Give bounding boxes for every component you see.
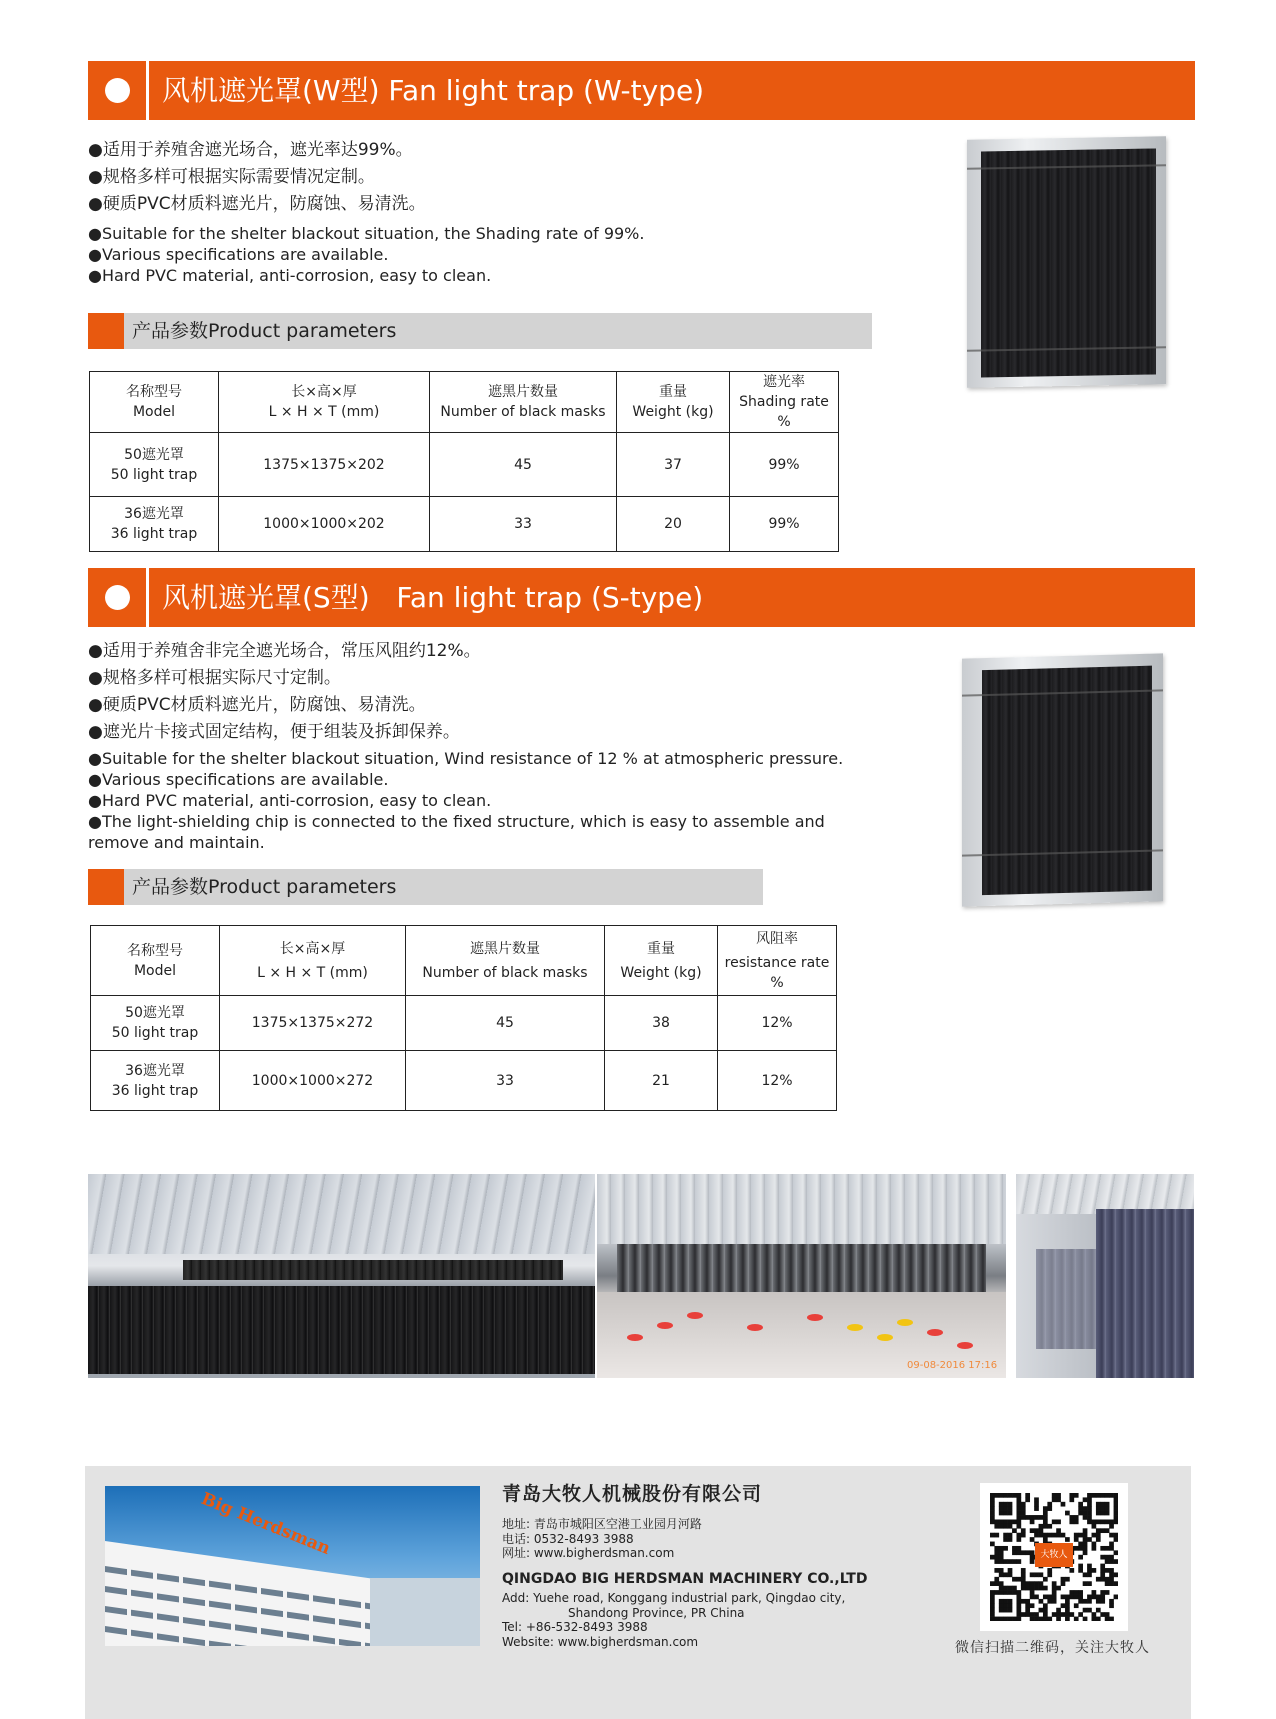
cell-weight: 38 xyxy=(605,996,718,1051)
cell-masks: 33 xyxy=(406,1051,605,1111)
light-trap-slats xyxy=(981,148,1156,377)
header-cell-model: 名称型号 Model xyxy=(91,926,220,996)
cell-weight: 20 xyxy=(617,497,730,552)
cell-masks: 33 xyxy=(430,497,617,552)
cell-rate: 99% xyxy=(730,497,839,552)
cell-dimensions: 1000×1000×202 xyxy=(219,497,430,552)
bullet-en: ●Various specifications are available. xyxy=(88,770,389,789)
bullet-en: ●Suitable for the shelter blackout situation, the Shading rate of 99%. xyxy=(88,224,645,243)
cell-rate: 12% xyxy=(718,996,837,1051)
cell-dimensions: 1000×1000×272 xyxy=(220,1051,406,1111)
param-bar-accent xyxy=(88,313,124,349)
address-en-2: Shandong Province, PR China xyxy=(568,1605,745,1620)
company-building-image xyxy=(105,1486,480,1646)
company-contact-cn xyxy=(502,1517,702,1561)
section-s-title: 风机遮光罩(S型) Fan light trap (S-type) xyxy=(162,581,704,614)
bullet-en: ●Suitable for the shelter blackout situation, Wind resistance of 12 % at atmospheric pressure. xyxy=(88,749,844,768)
photo-timestamp: 09-08-2016 17:16 xyxy=(907,1360,998,1371)
cell-weight: 37 xyxy=(617,433,730,497)
bullet-cn: ●遮光片卡接式固定结构，便于组装及拆卸保养。 xyxy=(88,722,460,742)
header-cell-weight: 重量 Weight (kg) xyxy=(617,372,730,433)
section-w-bullets xyxy=(88,137,644,286)
cell-model: 50遮光罩 50 light trap xyxy=(90,433,219,497)
s-type-light-trap-image xyxy=(962,653,1163,906)
barn-photo-3 xyxy=(1016,1174,1194,1378)
header-cell-weight: 重量 Weight (kg) xyxy=(605,926,718,996)
cell-model: 36遮光罩 36 light trap xyxy=(90,497,219,552)
section-w-param-bar xyxy=(88,313,872,349)
bullet-cn: ●适用于养殖舍非完全遮光场合，常压风阻约12%。 xyxy=(88,641,481,661)
section-w-title: 风机遮光罩(W型) Fan light trap (W-type) xyxy=(162,74,705,107)
website-en: Website: www.bigherdsman.com xyxy=(502,1634,699,1649)
cell-model: 50遮光罩 50 light trap xyxy=(91,996,220,1051)
table-header-row xyxy=(91,926,837,996)
table-row xyxy=(91,996,837,1051)
address-cn: 地址: 青岛市城阳区空港工业园月河路 xyxy=(502,1517,702,1531)
wechat-qr-code xyxy=(980,1483,1128,1631)
company-name-en: QINGDAO BIG HERDSMAN MACHINERY CO.,LTD xyxy=(502,1571,868,1587)
phone-cn: 电话: 0532-8493 3988 xyxy=(502,1531,634,1546)
header-cell-dimensions: 长×高×厚 L × H × T (mm) xyxy=(220,926,406,996)
banner-circle-box xyxy=(88,61,149,120)
header-cell-masks: 遮黑片数量 Number of black masks xyxy=(430,372,617,433)
param-bar-accent xyxy=(88,869,124,905)
header-cell-masks: 遮黑片数量 Number of black masks xyxy=(406,926,605,996)
bullet-en: ●The light-shielding chip is connected to the fixed structure, which is easy to assemble and xyxy=(88,812,825,831)
company-name-cn: 青岛大牧人机械股份有限公司 xyxy=(502,1483,763,1505)
barn-photo-1 xyxy=(88,1174,595,1378)
section-s-banner xyxy=(88,568,1195,627)
w-type-light-trap-image xyxy=(967,136,1166,387)
barn-photo-2 xyxy=(597,1174,1006,1378)
bullet-en: ●Hard PVC material, anti-corrosion, easy to clean. xyxy=(88,266,492,285)
circle-icon xyxy=(105,585,130,610)
table-row xyxy=(90,433,839,497)
bullet-cn: ●硬质PVC材质料遮光片，防腐蚀、易清洗。 xyxy=(88,695,426,715)
circle-icon xyxy=(105,78,130,103)
bullet-cn: ●硬质PVC材质料遮光片，防腐蚀、易清洗。 xyxy=(88,194,426,214)
bullet-en: ●Various specifications are available. xyxy=(88,245,389,264)
header-cell-dimensions: 长×高×厚 L × H × T (mm) xyxy=(219,372,430,433)
param-bar-label: 产品参数Product parameters xyxy=(132,876,397,898)
company-contact-en xyxy=(502,1591,845,1649)
table-row xyxy=(90,497,839,552)
website-cn: 网址: www.bigherdsman.com xyxy=(502,1546,675,1560)
cell-masks: 45 xyxy=(406,996,605,1051)
section-s-table xyxy=(90,925,837,1111)
qr-caption: 微信扫描二维码，关注大牧人 xyxy=(955,1640,1150,1656)
header-cell-model: 名称型号 Model xyxy=(90,372,219,433)
cell-model: 36遮光罩 36 light trap xyxy=(91,1051,220,1111)
section-s-bullets xyxy=(88,638,843,853)
param-bar-label: 产品参数Product parameters xyxy=(132,320,397,342)
header-cell-rate: 风阻率 resistance rate % xyxy=(718,926,837,996)
banner-circle-box xyxy=(88,568,149,627)
light-trap-slats xyxy=(982,666,1152,895)
header-cell-rate: 遮光率 Shading rate % xyxy=(730,372,839,433)
cell-dimensions: 1375×1375×272 xyxy=(220,996,406,1051)
qr-center-logo: 大牧人 xyxy=(1035,1543,1073,1567)
section-w-banner xyxy=(88,61,1195,120)
tel-en: Tel: +86-532-8493 3988 xyxy=(502,1620,648,1634)
cell-rate: 99% xyxy=(730,433,839,497)
table-row xyxy=(91,1051,837,1111)
cell-dimensions: 1375×1375×202 xyxy=(219,433,430,497)
table-header-row xyxy=(90,372,839,433)
bullet-cn: ●规格多样可根据实际需要情况定制。 xyxy=(88,167,375,187)
section-s-param-bar xyxy=(88,869,763,905)
bullet-cn: ●适用于养殖舍遮光场合，遮光率达99%。 xyxy=(88,140,413,160)
cell-weight: 21 xyxy=(605,1051,718,1111)
address-en: Add: Yuehe road, Konggang industrial park, Qingdao city, xyxy=(502,1591,846,1605)
cell-masks: 45 xyxy=(430,433,617,497)
cell-rate: 12% xyxy=(718,1051,837,1111)
bullet-cn: ●规格多样可根据实际尺寸定制。 xyxy=(88,668,341,688)
building-logo: Big Herdsman xyxy=(198,1489,334,1559)
bullet-en: ●Hard PVC material, anti-corrosion, easy to clean. xyxy=(88,791,492,810)
bullet-en: remove and maintain. xyxy=(88,833,265,852)
section-w-table xyxy=(89,371,839,552)
